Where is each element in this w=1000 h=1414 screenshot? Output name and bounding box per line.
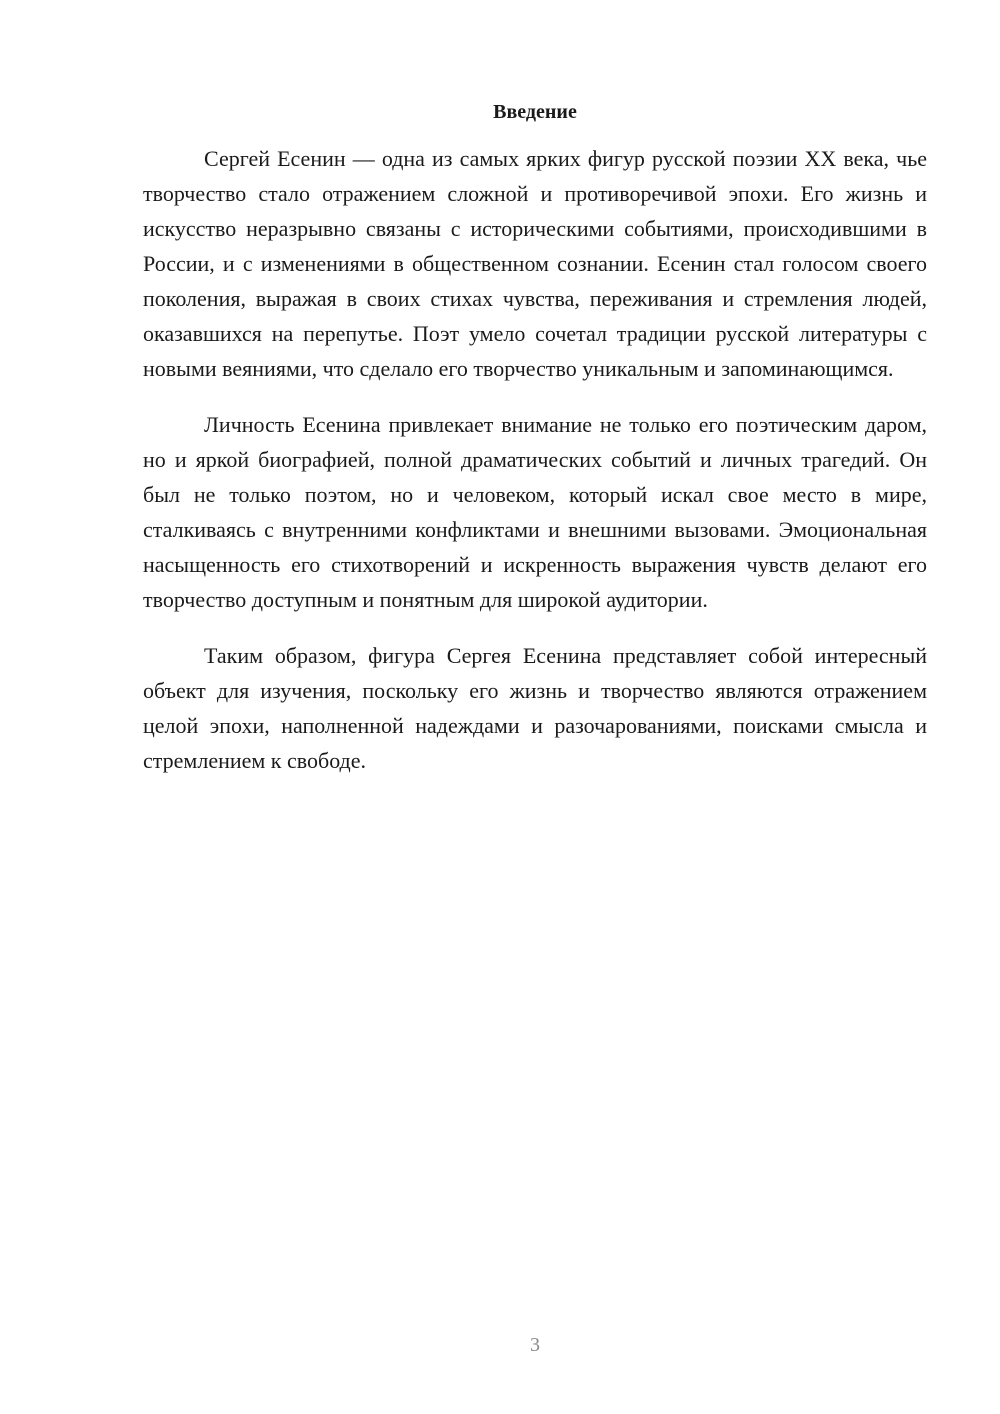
section-heading: Введение bbox=[493, 101, 577, 123]
paragraph-1: Сергей Есенин — одна из самых ярких фигур русской поэзии XX века, чье творчество стало отражением сложной и противоречивой эпохи. Его жизнь и искусство неразрывно связаны с историческими событиями, происходившими в России, и с изменениями в общественном сознании. Есенин стал голосом своего поколения, выражая в своих стихах чувства, переживания и стремления людей, оказавшихся на перепутье. Поэт умело сочетал традиции русской литературы с новыми веяниями, что сделало его творчество уникальным и запоминающимся. bbox=[143, 146, 927, 381]
paragraph-2: Личность Есенина привлекает внимание не только его поэтическим даром, но и яркой биографией, полной драматических событий и личных трагедий. Он был не только поэтом, но и человеком, который искал свое место в мире, сталкиваясь с внутренними конфликтами и внешними вызовами. Эмоциональная насыщенность его стихотворений и искренность выражения чувств делают его творчество доступным и понятным для широкой аудитории. bbox=[143, 412, 927, 612]
page-number: 3 bbox=[530, 1334, 540, 1356]
paragraph-3: Таким образом, фигура Сергея Есенина представляет собой интересный объект для изучения, поскольку его жизнь и творчество являются отражением целой эпохи, наполненной надеждами и разочарованиями, поисками смысла и стремлением к свободе. bbox=[143, 643, 927, 773]
body-text bbox=[143, 141, 927, 799]
